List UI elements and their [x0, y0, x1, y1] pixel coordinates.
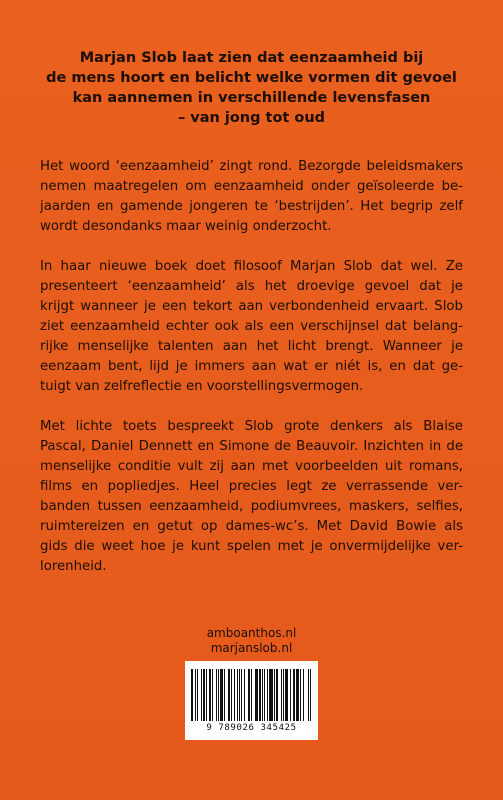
blurb-body: [40, 157, 463, 597]
text-line: menselijke conditie vult zij aan met voorbeelden uit romans,: [40, 459, 463, 474]
text-line: krijgt wanneer je een tekort aan verbondenheid ervaart. Slob: [40, 299, 463, 314]
text-line: gids die weet hoe je kunt spelen met je onvermijdelijke ver-: [40, 539, 463, 554]
text-line: In haar nieuwe boek doet filosoof Marjan Slob dat wel. Ze: [40, 259, 463, 274]
isbn-digits: 9 789026 345425: [206, 723, 297, 733]
lead-line: – van jong tot oud: [177, 110, 326, 126]
text-line: rijke menselijke talenten aan het licht brengt. Wanneer je: [40, 339, 463, 354]
author-url: marjanslob.nl: [210, 641, 293, 655]
lead-line: de mens hoort en belicht welke vormen dit gevoel: [46, 70, 457, 86]
barcode-bar: [310, 669, 311, 721]
paragraph-2: [40, 257, 463, 397]
text-line: jaarden en gamende jongeren te ‘bestrijden’. Het begrip zelf: [40, 199, 463, 214]
isbn-barcode: [185, 661, 318, 740]
text-line: lorenheid.: [40, 559, 107, 574]
text-line: wordt desondanks maar weinig onderzocht.: [40, 219, 332, 234]
text-line: Met lichte toets bespreekt Slob grote denkers als Blaise: [40, 419, 463, 434]
text-line: banden tussen eenzaamheid, podiumvrees, maskers, selfies,: [40, 499, 463, 514]
text-line: ziet eenzaamheid echter ook als een verschijnsel dat belang-: [40, 319, 463, 334]
text-line: nemen maatregelen om eenzaamheid onder geïsoleerde be-: [40, 179, 463, 194]
barcode-bars: [191, 669, 312, 721]
paragraph-3: [40, 417, 463, 577]
lead-text: [40, 48, 463, 128]
text-line: tuigt van zelfreflectie en voorstellingsvermogen.: [40, 379, 364, 394]
publisher-urls: [0, 626, 503, 656]
text-line: eenzaam bent, lijd je immers aan wat er niét is, en dat ge-: [40, 359, 463, 374]
text-line: Het woord ‘eenzaamheid’ zingt rond. Bezorgde beleidsmakers: [40, 159, 463, 174]
lead-line: kan aannemen in verschillende levensfasen: [72, 90, 431, 106]
text-line: Pascal, Daniel Dennett en Simone de Beauvoir. Inzichten in de: [40, 439, 463, 454]
text-line: presenteert ‘eenzaamheid’ als het droevige gevoel dat je: [40, 279, 463, 294]
publisher-url: amboanthos.nl: [206, 626, 297, 640]
lead-line: Marjan Slob laat zien dat eenzaamheid bij: [79, 50, 424, 66]
paragraph-1: [40, 157, 463, 237]
text-line: films en popliedjes. Heel precies legt ze verrassende ver-: [40, 479, 463, 494]
text-line: ruimtereizen en getut op dames-wc’s. Met David Bowie als: [40, 519, 463, 534]
